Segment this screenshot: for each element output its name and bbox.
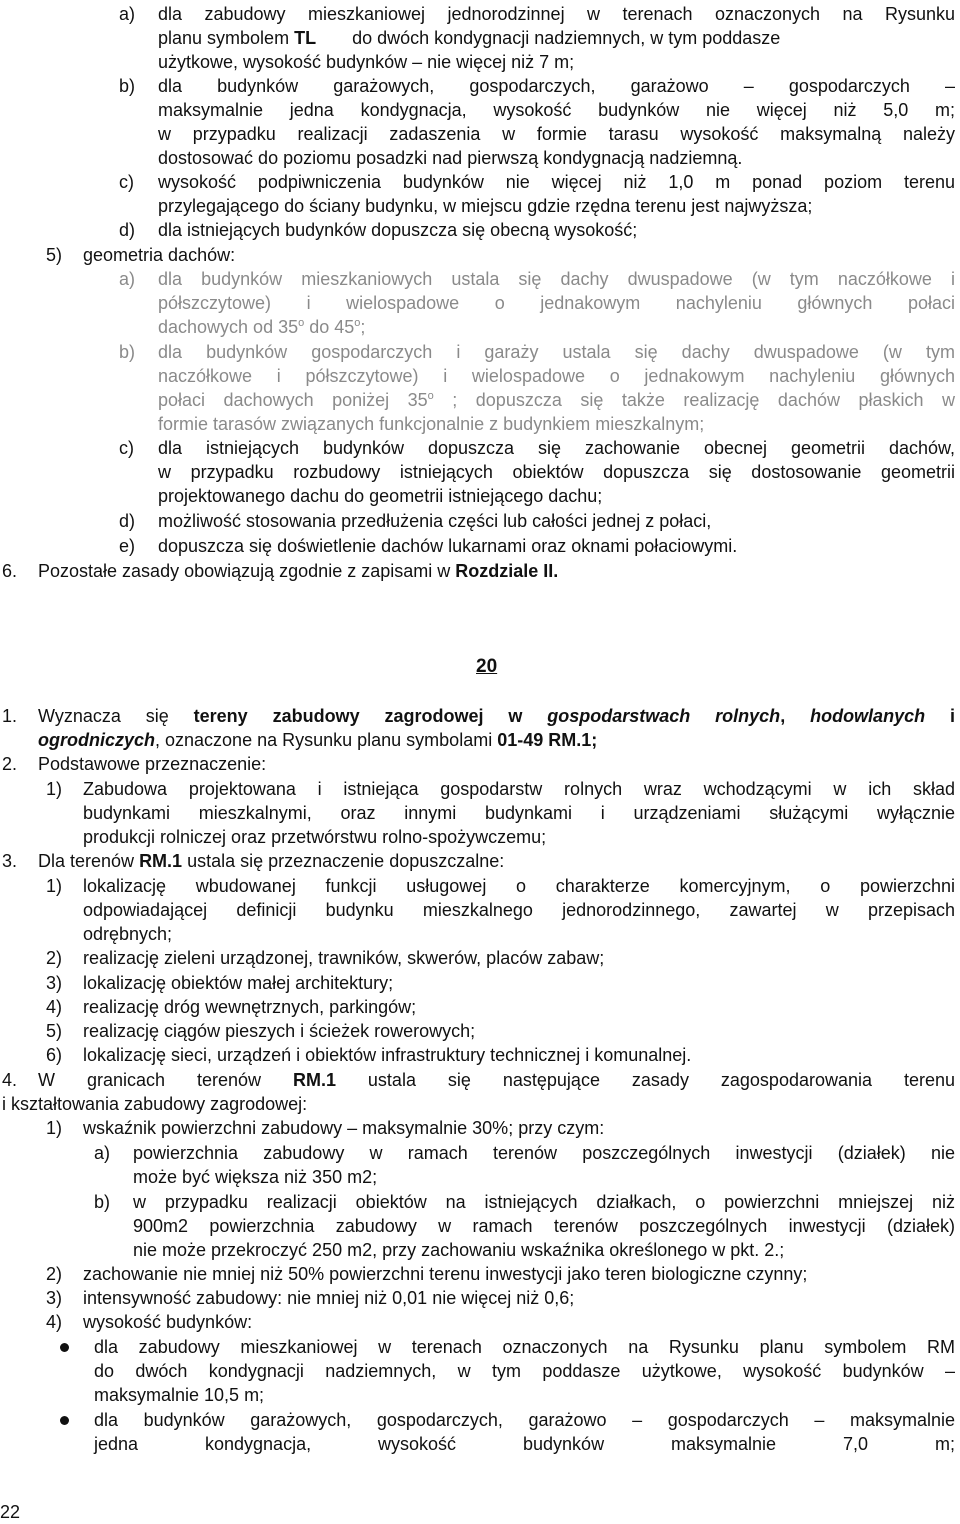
p4-s1b-line-3: nie może przekroczyć 250 m2, przy zachowaniu wskaźnika określonego w pkt. 2.;: [133, 1240, 785, 1260]
item-b-label: b): [119, 76, 136, 96]
roof-b-line-4: formie tarasów związanych funkcjonalnie z budynkiem mieszkalnym;: [158, 414, 705, 434]
p3-item-5-label: 5): [46, 1021, 63, 1041]
p3-item-6-label: 6): [46, 1045, 63, 1065]
item-c-line-1: wysokość podpiwniczenia budynków nie więcej niż 1,0 m ponad poziom terenu: [158, 172, 955, 192]
item-c-label: c): [119, 172, 134, 192]
roof-c-line-1: dla istniejących budynków dopuszcza się zachowanie obecnej geometrii dachów,: [158, 438, 955, 458]
p4-s1a-line-2: może być większa niż 350 m2;: [133, 1167, 378, 1187]
roof-a-label: a): [119, 269, 136, 289]
p3-item-2-line: realizację zieleni urządzonej, trawników, skwerów, placów zabaw;: [83, 948, 605, 968]
p4-s4-text: wysokość budynków:: [83, 1312, 253, 1332]
bullet-icon: [60, 1416, 69, 1425]
roof-e-label: e): [119, 536, 136, 556]
roof-c-line-2: w przypadku rozbudowy istniejących obiektów dopuszcza się dostosowanie geometrii: [158, 462, 955, 482]
section-number: 20: [476, 656, 498, 677]
p4-s1-text: wskaźnik powierzchni zabudowy – maksymalnie 30%; przy czym:: [83, 1118, 605, 1138]
p4-s1b-label: b): [94, 1192, 111, 1212]
bullet-1-line-2: do dwóch kondygnacji nadziemnych, w tym poddasze użytkowe, wysokość budynków –: [94, 1361, 955, 1381]
p3-item-1-line-3: odrębnych;: [83, 924, 173, 944]
item-b-line-2: maksymalnie jedna kondygnacja, wysokość budynków nie więcej niż 5,0 m;: [158, 100, 955, 120]
p4-s1b-line-2: 900m2 powierzchnia zabudowy w ramach terenów poszczególnych inwestycji (działek): [133, 1216, 955, 1236]
p4-s2-label: 2): [46, 1264, 63, 1284]
p3-item-3-label: 3): [46, 973, 63, 993]
point-5-title: geometria dachów:: [83, 245, 236, 265]
item-c-line-2: przylegającego do ściany budynku, w miejscu gdzie rzędna terenu jest najwyższa;: [158, 196, 813, 216]
point-6-label: 6.: [2, 561, 18, 581]
p2-sub-line-3: produkcji rolniczej oraz przetwórstwu rolno-spożywczemu;: [83, 827, 547, 847]
roof-a-line-2: półszczytowe) i wielospadowe o jednakowym nachyleniu głównych połaci: [158, 293, 955, 313]
p4-s1a-label: a): [94, 1143, 111, 1163]
p3-item-1-line-2: odpowiadającej definicji budynku mieszkalnego jednorodzinnego, zawartej w przepisach: [83, 900, 955, 920]
p4-s3-label: 3): [46, 1288, 63, 1308]
roof-b-line-3: połaci dachowych poniżej 35$^o$ ; dopuszcza się także realizację dachów płaskich w: [158, 390, 955, 410]
p3-item-5-line: realizację ciągów pieszych i ścieżek rowerowych;: [83, 1021, 476, 1041]
bullet-1-line-1: dla zabudowy mieszkaniowej w terenach oznaczonych na Rysunku planu symbolem RM: [94, 1337, 955, 1357]
p4-s2-text: zachowanie nie mniej niż 50% powierzchni terenu inwestycji jako teren biologiczne czynny;: [83, 1264, 808, 1284]
roof-c-label: c): [119, 438, 134, 458]
point-5-label: 5): [46, 245, 63, 265]
p3-item-2-label: 2): [46, 948, 63, 968]
item-a-line-1: dla zabudowy mieszkaniowej jednorodzinnej w terenach oznaczonych na Rysunku: [158, 4, 955, 24]
p4-s1b-line-1: w przypadku realizacji obiektów na istniejących działkach, o powierzchni mniejszej niż: [133, 1192, 955, 1212]
p3-item-4-line: realizację dróg wewnętrznych, parkingów;: [83, 997, 417, 1017]
p1-line-1: Wyznacza się tereny zabudowy zagrodowej w gospodarstwach rolnych, hodowlanych i: [38, 706, 955, 726]
bullet-2-line-2: jedna kondygnacja, wysokość budynków maksymalnie 7,0 m;: [94, 1434, 955, 1454]
item-d-line-1: dla istniejących budynków dopuszcza się obecną wysokość;: [158, 220, 638, 240]
p2-label: 2.: [2, 754, 18, 774]
p4-s4-label: 4): [46, 1312, 63, 1332]
p1-line-2: ogrodniczych, oznaczone na Rysunku planu symbolami 01-49 RM.1;: [38, 730, 598, 750]
page-number: 22: [0, 1502, 21, 1522]
item-b-line-1: dla budynków garażowych, gospodarczych, garażowo – gospodarczych –: [158, 76, 955, 96]
roof-a-line-3: dachowych od 35$^o$ do 45$^o$;: [158, 317, 366, 337]
item-d-label: d): [119, 220, 136, 240]
roof-e-line-1: dopuszcza się doświetlenie dachów lukarnami oraz oknami połaciowymi.: [158, 536, 738, 556]
point-6-text: Pozostałe zasady obowiązują zgodnie z zapisami w Rozdziale II.: [38, 561, 559, 581]
item-b-line-4: dostosować do poziomu posadzki nad pierwszą kondygnacją nadziemną.: [158, 148, 743, 168]
p2-sub-line-2: budynkami mieszkalnymi, oraz innymi budynkami i urządzeniami służącymi wyłącznie: [83, 803, 955, 823]
item-a-label: a): [119, 4, 136, 24]
p3-text: Dla terenów RM.1 ustala się przeznaczenie dopuszczalne:: [38, 851, 505, 871]
roof-b-label: b): [119, 342, 136, 362]
roof-b-line-2: naczółkowe i półszczytowe) i wielospadowe o jednakowym nachyleniu głównych: [158, 366, 955, 386]
roof-b-line-1: dla budynków gospodarczych i garaży ustala się dachy dwuspadowe (w tym: [158, 342, 955, 362]
p3-item-6-line: lokalizację sieci, urządzeń i obiektów infrastruktury technicznej i komunalnej.: [83, 1045, 692, 1065]
item-a-line-3: użytkowe, wysokość budynków – nie więcej niż 7 m;: [158, 52, 575, 72]
p4-label: 4.: [2, 1070, 18, 1090]
roof-a-line-1: dla budynków mieszkaniowych ustala się dachy dwuspadowe (w tym naczółkowe i: [158, 269, 955, 289]
p4-s1-label: 1): [46, 1118, 63, 1138]
item-a-line-2: planu symbolem TL do dwóch kondygnacji nadziemnych, w tym poddasze: [158, 28, 781, 48]
p3-label: 3.: [2, 851, 18, 871]
item-b-line-3: w przypadku realizacji zadaszenia w formie tarasu wysokość maksymalną należy: [158, 124, 955, 144]
roof-d-label: d): [119, 511, 136, 531]
roof-c-line-3: projektowanego dachu do geometrii istniejącego dachu;: [158, 486, 603, 506]
p4-s3-text: intensywność zabudowy: nie mniej niż 0,01 nie więcej niż 0,6;: [83, 1288, 575, 1308]
p3-item-3-line: lokalizację obiektów małej architektury;: [83, 973, 394, 993]
p4-line-2: i kształtowania zabudowy zagrodowej:: [2, 1094, 308, 1114]
p4-line-1: W granicach terenów RM.1 ustala się następujące zasady zagospodarowania terenu: [38, 1070, 956, 1090]
p1-label: 1.: [2, 706, 18, 726]
roof-d-line-1: możliwość stosowania przedłużenia części lub całości jednej z połaci,: [158, 511, 712, 531]
p3-item-4-label: 4): [46, 997, 63, 1017]
p4-s1a-line-1: powierzchnia zabudowy w ramach terenów poszczególnych inwestycji (działek) nie: [133, 1143, 955, 1163]
bullet-1-line-3: maksymalnie 10,5 m;: [94, 1385, 265, 1405]
p2-sub-label: 1): [46, 779, 63, 799]
p2-text: Podstawowe przeznaczenie:: [38, 754, 267, 774]
p2-sub-line-1: Zabudowa projektowana i istniejąca gospodarstw rolnych wraz wchodzącymi w ich skład: [83, 779, 955, 799]
bullet-icon: [60, 1343, 69, 1352]
p3-item-1-label: 1): [46, 876, 63, 896]
bullet-2-line-1: dla budynków garażowych, gospodarczych, garażowo – gospodarczych – maksymalnie: [94, 1410, 955, 1430]
p3-item-1-line-1: lokalizację wbudowanej funkcji usługowej o charakterze komercyjnym, o powierzchni: [83, 876, 955, 896]
